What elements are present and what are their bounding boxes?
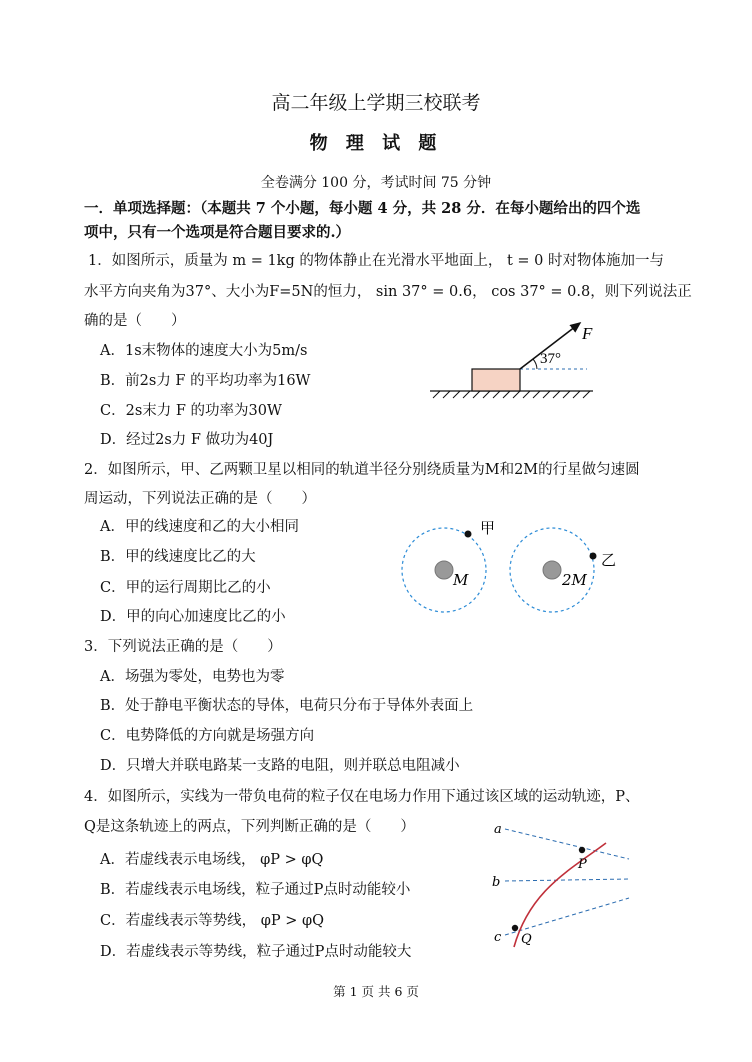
q3-stem: 3．下列说法正确的是（ ） [84,639,282,655]
section-heading-line1: 一．单项选择题：（本题共 7 个小题，每小题 4 分，共 28 分．在每小题给出的四个选 [84,200,641,217]
score-info: 全卷满分 100 分，考试时间 75 分钟 [260,175,492,191]
q2-option-b: B．甲的线速度比乙的大 [100,549,256,565]
q1-stem-line1: 1．如图所示，质量为 m = 1kg 的物体静止在光滑水平地面上， t = 0 时对物体施加一与 [88,253,664,269]
section-heading-line2: 项中，只有一个选项是符合题目要求的.） [84,224,351,241]
planet1-label: M [453,571,469,589]
q4-field-diagram [485,815,635,950]
q4-option-a: A．若虚线表示电场线， φP > φQ [100,852,324,868]
q1-stem-line3: 确的是（ ） [84,313,186,329]
label-P: P [578,857,587,872]
planet2-label: 2M [562,571,587,589]
angle-label: 37° [540,351,561,367]
q1-force-diagram [425,318,605,408]
label-b: b [492,875,501,890]
q2-orbit-diagram [395,512,635,632]
q2-option-c: C．甲的运行周期比乙的小 [100,580,271,596]
sat2-label: 乙 [601,551,617,569]
q2-option-a: A．甲的线速度和乙的大小相同 [100,519,299,535]
sat1-label: 甲 [480,519,496,537]
q3-option-c: C．电势降低的方向就是场强方向 [100,728,315,744]
q1-option-c: C．2s末力 F 的功率为30W [100,403,282,419]
force-label: F [582,324,593,343]
q3-option-b: B．处于静电平衡状态的导体，电荷只分布于导体外表面上 [100,698,474,714]
q4-option-d: D．若虚线表示等势线，粒子通过P点时动能较大 [100,944,412,960]
q2-option-d: D．甲的向心加速度比乙的小 [100,609,286,625]
q1-option-b: B．前2s力 F 的平均功率为16W [100,373,311,389]
label-c: c [494,930,502,945]
q1-stem-line2: 水平方向夹角为37°、大小为F=5N的恒力， sin 37° = 0.6， cos 37° = 0.8，则下列说法正 [84,284,692,300]
q2-stem-line1: 2．如图所示，甲、乙两颗卫星以相同的轨道半径分别绕质量为M和2M的行星做匀速圆 [84,462,640,478]
q1-option-a: A．1s末物体的速度大小为5m/s [100,343,308,359]
q4-stem-line2: Q是这条轨迹上的两点，下列判断正确的是（ ） [84,819,415,835]
page-title: 高二年级上学期三校联考 [271,92,481,114]
q4-option-b: B．若虚线表示电场线，粒子通过P点时动能较小 [100,882,411,898]
label-Q: Q [521,932,532,947]
block [472,369,520,391]
exam-subject: 物 理 试 题 [309,133,443,154]
label-a: a [494,822,502,837]
q2-stem-line2: 周运动，下列说法正确的是（ ） [84,491,316,507]
q4-option-c: C．若虚线表示等势线， φP > φQ [100,913,325,929]
q3-option-d: D．只增大并联电路某一支路的电阻，则并联总电阻减小 [100,758,460,774]
q4-stem-line1: 4．如图所示，实线为一带负电荷的粒子仅在电场力作用下通过该区域的运动轨迹，P、 [84,789,640,805]
q1-option-d: D．经过2s力 F 做功为40J [100,432,274,448]
q3-option-a: A．场强为零处，电势也为零 [100,669,285,685]
page-footer: 第 1 页 共 6 页 [333,984,419,999]
